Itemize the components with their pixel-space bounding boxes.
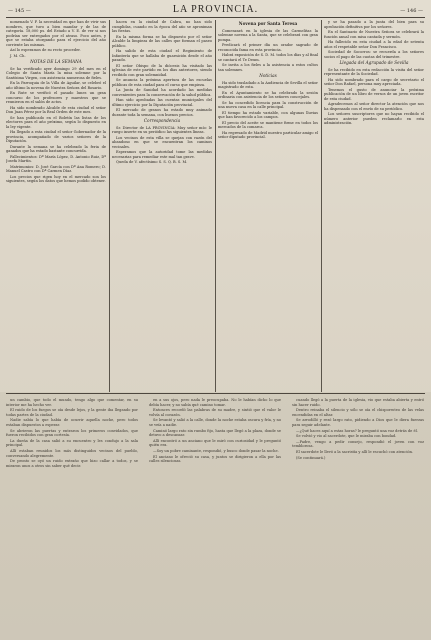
header-rule xyxy=(6,17,425,18)
article-paragraph: Se anuncia la próxima apertura de las escuelas públicas de esta ciudad para el curso que empieza. xyxy=(112,78,212,87)
lower-column-3 xyxy=(292,398,424,634)
article-paragraph: Predicará el primer día un orador sagrado de reconocida fama en esta provincia. xyxy=(218,43,318,52)
article-paragraph: Ha sido nombrado para el cargo de secretario el señor Don Rafael, persona muy apreciada. xyxy=(324,77,424,86)
serial-paragraph: un cambio, que todo el mundo, tengo algo que comentar, en su interior me ha hecho ver. xyxy=(6,398,138,407)
article-paragraph: Ha salido de esta ciudad el Regimiento de Infantería que se hallaba de guarnición desde el año pasado. xyxy=(112,49,212,62)
serial-paragraph: —Soy un pobre caminante, respondió, y busco donde pasar la noche. xyxy=(153,448,279,453)
serial-paragraph: Dentro reinaba el silencio y sólo se oía el chisporroteo de las velas encendidas en el altar. xyxy=(292,408,424,417)
article-paragraph: El tiempo ha estado variable, con algunas lluvias que han favorecido a los campos. xyxy=(218,110,318,119)
serial-paragraph: El ruido de los fuegos se oía desde lejos, y la gente iba llegando por todas partes de la ciudad. xyxy=(6,408,138,417)
article-paragraph: Se invita a los fieles a la asistencia a estos cultos tan solemnes. xyxy=(218,63,318,72)
serial-paragraph: Se abrieron las puertas y entraron los primeros convidados, que fueron recibidos con gran cortesía. xyxy=(6,428,138,438)
serial-paragraph: Caminó largo rato sin rumbo fijo, hasta que llegó a la plaza, donde se detuvo a descansar. xyxy=(149,428,281,438)
serial-paragraph: El sacerdote le llevó a la sacristía y allí le escuchó con atención. xyxy=(296,449,414,454)
column-divider xyxy=(109,20,110,392)
article-paragraph: La Junta de Sanidad ha acordado las medidas convenientes para la conservación de la salud pública. xyxy=(112,88,212,97)
article-paragraph: Se ha concedido licencia para la construcción de una nueva casa en la calle principal. xyxy=(218,100,318,109)
serial-paragraph: El anciano le ofreció su casa, y juntos se dirigieron a ella por las calles silenciosas. xyxy=(149,454,281,464)
section-heading: NOTAS DE LA SEMANA xyxy=(30,59,82,64)
article-paragraph: El mercado de granos ha estado muy animado durante toda la semana, con buenos precios. xyxy=(112,108,212,117)
article-paragraph: y se ha pasado a la junta del bien para su aprobación definitiva por los señores. xyxy=(324,20,424,29)
serial-paragraph: Nadie sabía lo que había de ocurrir aquella noche, pero todos estaban dispuestos a esperar. xyxy=(6,418,138,427)
article-paragraph: Los señores suscriptores que no hayan recibido el número anterior pueden reclamarlo en esta administración. xyxy=(324,112,424,125)
article-paragraph: Así lo esperamos de su recto proceder. xyxy=(10,48,81,52)
column-4 xyxy=(324,20,424,392)
page-number-left: — 145 — xyxy=(8,8,31,14)
article-paragraph: Los vecinos de esta villa se quejan con razón del abandono en que se encuentran los caminos vecinales. xyxy=(112,135,212,149)
article-paragraph: En el Santuario de Nuestra Señora se celebrará la función anual con misa cantada y sermón. xyxy=(324,30,424,39)
article-paragraph: Esperamos que la autoridad tome las medidas necesarias para remediar este mal tan grave. xyxy=(112,150,212,159)
article-paragraph: En Rute se verificó el pasado lunes un gran concurso de los profesores y maestros que se reunieron en el salón de actos. xyxy=(6,91,106,104)
article-paragraph: Se ha recibido en esta redacción la visita del señor representante de la Sociedad. xyxy=(324,67,424,76)
serial-paragraph: cuando llegó a la puerta de la iglesia, vio que estaba abierta y entró sin hacer ruido. xyxy=(292,398,424,407)
article-paragraph: Comenzará en la iglesia de las Carmelitas la solemne novena a la Santa, que se celebrará con gran pompa. xyxy=(218,28,318,42)
article-paragraph: Ha sido nombrado Alcalde de esta ciudad el señor Don Juan Pérez por la Real Orden de este mes. xyxy=(6,105,106,114)
article-paragraph: En el Ayuntamiento se ha celebrado la sesión ordinaria con asistencia de los señores concejales. xyxy=(218,90,318,99)
article-paragraph: Sociedad de Socorros: se recuerda a los señores socios el pago de las cuotas del trimestre. xyxy=(324,50,424,59)
serial-paragraph: —¿Qué haces aquí a estas horas? le preguntó una voz detrás de él. xyxy=(296,428,418,433)
column-1 xyxy=(6,20,106,392)
article-paragraph: Durante la semana se ha celebrado la feria de ganados que ha estado bastante concurrida. xyxy=(6,144,106,153)
article-paragraph: J. M. Ch. xyxy=(10,53,26,58)
article-paragraph: En la misma forma se ha dispuesto por el señor Alcalde la limpieza de las calles que forman el paseo público. xyxy=(112,34,212,48)
page-number-right: — 146 — xyxy=(400,8,423,14)
column-divider xyxy=(215,20,216,392)
article-paragraph: Ha fallecido en esta ciudad a la edad de setenta años el respetable señor Don Francisco. xyxy=(324,40,424,49)
column-2 xyxy=(112,20,212,392)
article-paragraph: Agradecemos al señor director la atención que nos ha dispensado con el envío de su periódico. xyxy=(324,102,424,111)
article-paragraph: Fallecimientos: Dª María López, D. Antonio Ruiz, Dª Josefa Martín. xyxy=(6,154,106,163)
section-heading: Novena por Santa Teresa xyxy=(238,21,298,26)
serial-paragraph: (Se continuará.) xyxy=(296,455,326,460)
article-paragraph: Ha sido trasladado a la Audiencia de Sevilla el señor magistrado de esta. xyxy=(218,80,318,89)
section-heading: Noticias xyxy=(259,73,277,78)
serial-paragraph: en a sus ojos, pero nada le preocupaba. No le habían dicho lo que debía hacer, y no sabía qué camino tomar. xyxy=(149,398,281,407)
article-paragraph: hacen en la ciudad de Cabra, no han sido cumplidas, cuando en la época del año se aproximan las fiestas. xyxy=(112,20,212,33)
article-paragraph: Queda de V. afectísimo S. S. Q. B. S. M. xyxy=(116,160,188,164)
article-paragraph: Han sido aprobadas las cuentas municipales del último ejercicio por la Diputación provincial. xyxy=(112,98,212,107)
article-paragraph: Ha llegado a esta ciudad el señor Gobernador de la provincia, acompañado de varios señores de la Diputación. xyxy=(6,130,106,143)
section-heading: Correspondencia xyxy=(143,118,181,123)
page-header xyxy=(6,4,425,16)
serial-paragraph: —Padre, vengo a pedir consejo, respondió el joven con voz temblorosa. xyxy=(292,439,424,449)
serial-paragraph: Entonces recordó las palabras de su madre, y sintió que el valor le volvía al corazón. xyxy=(149,408,281,417)
article-paragraph: Se han publicado en el Boletín las listas de los electores para el año próximo, según lo dispuesto en la ley vigente. xyxy=(6,115,106,129)
article-paragraph: El señor Obispo de la diócesis ha visitado las iglesias de este partido en los días anteriores, siendo recibido con gran solemnidad. xyxy=(112,63,212,77)
serial-paragraph: Se volvió y vio al sacerdote, que le miraba con bondad. xyxy=(296,434,397,439)
article-paragraph: Habrá exposición de S. D. M. todos los días y al final se cantará el Te Deum. xyxy=(218,53,318,62)
serial-paragraph: Se levantó y salió a la calle, donde la noche estaba oscura y fría, y no se veía a nadie. xyxy=(149,418,281,427)
article-paragraph: Ha regresado de Madrid nuestro particular amigo el señor diputado provincial. xyxy=(218,130,318,139)
newspaper-title: LA PROVINCIA. xyxy=(172,4,259,15)
article-paragraph: En la Parroquia de la Villa de Aguilar, se celebró el año último la novena de Nuestra Señora del Rosario. xyxy=(6,81,106,90)
article-paragraph: Tenemos el gusto de anunciar la próxima publicación de un libro de versos de un joven escritor de esta ciudad. xyxy=(324,87,424,101)
serial-paragraph: De pronto se oyó un ruido extraño que hizo callar a todos, y se miraron unos a otros sin saber qué decir. xyxy=(6,459,138,468)
article-paragraph: Los precios que rigen hoy en el mercado son los siguientes, según los datos que hemos podido obtener. xyxy=(6,174,106,183)
section-heading: Llegada del Agrupado de Sevilla xyxy=(339,60,409,65)
article-paragraph: Sr. Director de LA PROVINCIA: Muy señor mío: le ruego inserte en su periódico las siguientes líneas. xyxy=(112,125,212,134)
column-divider xyxy=(321,20,322,392)
article-paragraph: nomenado V. F. la necesidad en que han de vivir sus nombres, que tuvo a bien mandar y de las de categoría. 18,000 ps. del Estado a V. E. de ver si nos podrían ser entregados por el atraso. Poco antes, y que se estaba otorgando para el ejercicio del año corriente las mismas. xyxy=(6,20,106,47)
article-paragraph: Matrimonios: D. José García con Dª Ana Romero; D. Manuel Castro con Dª Carmen Díaz. xyxy=(6,164,106,173)
serial-paragraph: La dueña de la casa salió a su encuentro y les condujo a la sala principal. xyxy=(6,438,138,448)
column-3 xyxy=(218,20,318,392)
serial-paragraph: Allí estaban reunidos los más distinguidos vecinos del pueblo, conversando alegremente. xyxy=(6,448,138,458)
lower-columns xyxy=(6,398,425,634)
serial-paragraph: Allí encontró a un anciano que le miró con curiosidad y le preguntó quién era. xyxy=(149,438,281,448)
serial-paragraph: Se arrodilló y rezó largo rato, pidiendo a Dios que le diera fuerzas para seguir adelante. xyxy=(292,418,424,427)
article-paragraph: El precio del aceite se mantiene firme en todos los mercados de la comarca. xyxy=(218,120,318,129)
article-paragraph: Se ha verificado ayer domingo 29 del mes en el Colegio de Santa María la misa solemne por la Santísima Virgen, con asistencia numerosa de fieles. xyxy=(6,66,106,80)
lower-column-2 xyxy=(149,398,281,634)
lower-column-1 xyxy=(6,398,138,634)
